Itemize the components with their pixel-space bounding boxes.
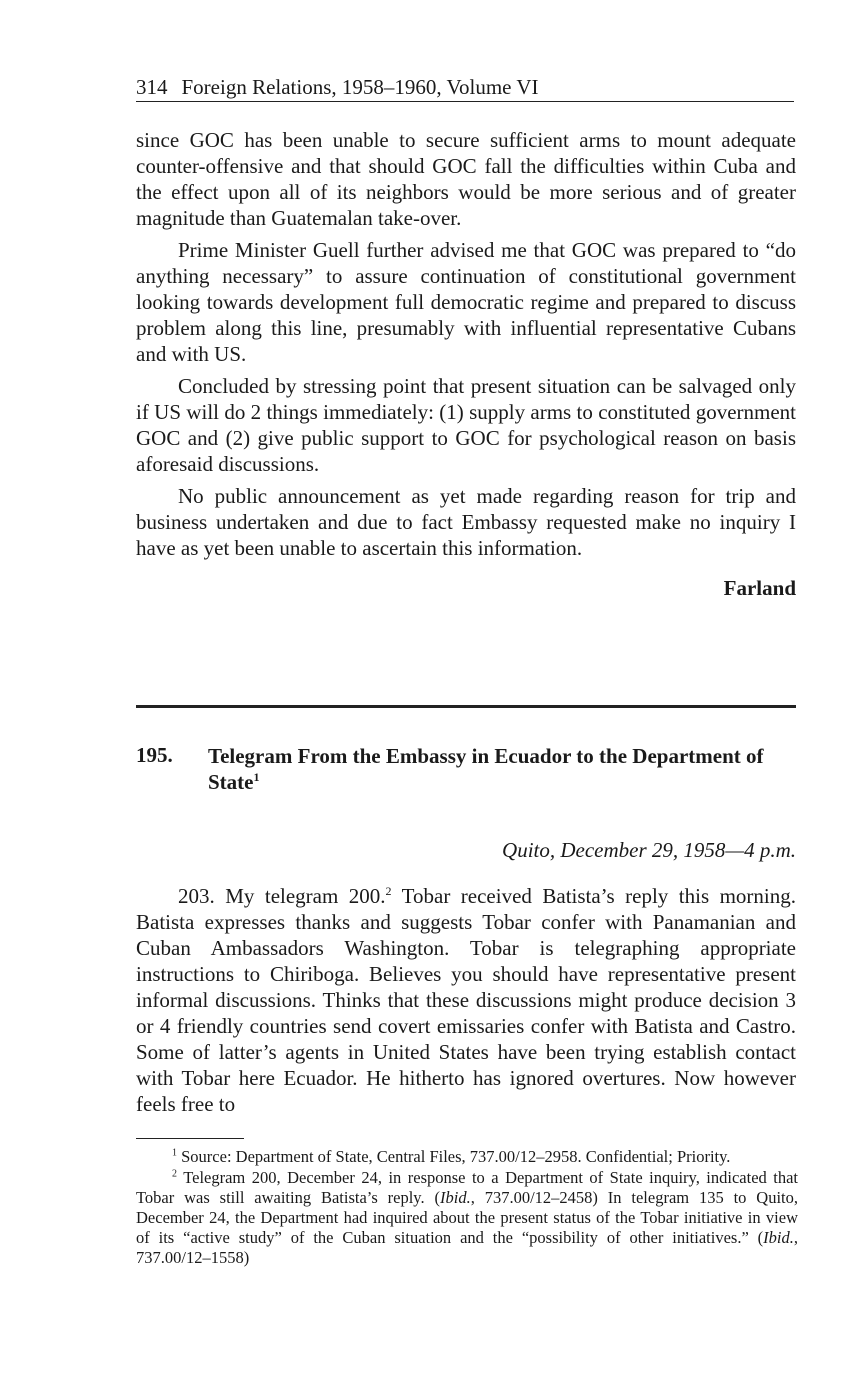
body-text: Tobar received Batista’s reply this morning. Batista expresses thanks and suggests Tobar confer with Panamanian and Cuban Ambassadors Washington. Tobar is telegraphing appropriate instructions to Chiriboga. Believes you should have representative present informal discussions. Thinks that these discussions might produce decision 3 or 4 friendly countries send covert emissaries confer with Batista and Castro. Some of latter’s agents in United States have been trying establish contact with Tobar here Ecuador. He hitherto has ignored overtures. Now however feels free to	[136, 884, 796, 1116]
ibid-citation: Ibid.	[763, 1228, 794, 1247]
ibid-citation: Ibid.	[439, 1188, 471, 1207]
page-number: 314	[136, 75, 168, 99]
continued-telegram-text	[136, 127, 796, 567]
paragraph: Concluded by stressing point that present situation can be salvaged only if US will do 2 things immediately: (1) supply arms to constituted government GOC and (2) give public support to GOC for psychological reason on basis aforesaid discussions.	[136, 374, 796, 476]
body-start: 203. My telegram 200.	[178, 884, 386, 908]
document-title-text: Telegram From the Embassy in Ecuador to the Department of State	[208, 744, 764, 794]
section-divider	[136, 705, 796, 708]
paragraph: since GOC has been unable to secure sufficient arms to mount adequate counter-offensive and that should GOC fall the difficulties within Cuba and the effect upon all of its neighbors would be more serious and of greater magnitude than Guatemalan take-over.	[136, 128, 796, 230]
paragraph: No public announcement as yet made regarding reason for trip and business undertaken and due to fact Embassy requested make no inquiry I have as yet been unable to ascertain this information.	[136, 484, 796, 560]
footnotes	[136, 1147, 798, 1269]
footnote-text: Source: Department of State, Central Files, 737.00/12–2958. Confidential; Priority.	[181, 1147, 731, 1166]
footnote-text: , 737.00/12–1558)	[136, 1228, 798, 1267]
document-title	[208, 743, 798, 795]
dateline: Quito, December 29, 1958—4 p.m.	[502, 838, 796, 862]
document-number: 195.	[136, 743, 173, 767]
paragraph: Prime Minister Guell further advised me that GOC was prepared to “do anything necessary” to assure continuation of constitutional government looking towards development full democratic regime and prepared to discuss problem along this line, presumably with influential representative Cubans and with US.	[136, 238, 796, 366]
running-title: Foreign Relations, 1958–1960, Volume VI	[181, 75, 539, 99]
footnote	[136, 1147, 798, 1167]
footnote-ref: 1	[253, 770, 260, 784]
footnote-divider	[136, 1138, 244, 1139]
signature: Farland	[723, 576, 796, 600]
footnote-mark: 2	[172, 1168, 177, 1180]
footnote-text: , 737.00/12–2458) In telegram 135 to Quito, December 24, the Department had inquired about the present status of the Tobar initiative in view of its “active study” of the Cuban situation and the “possibility of other initiatives.” (	[136, 1188, 798, 1247]
footnote-text: Telegram 200, December 24, in response to a Department of State inquiry, indicated that Tobar was still awaiting Batista’s reply. (	[136, 1168, 798, 1207]
footnote	[136, 1168, 798, 1268]
footnote-mark: 1	[172, 1147, 177, 1159]
telegram-body	[136, 883, 796, 1123]
footnote-ref: 2	[385, 884, 392, 898]
paragraph	[136, 883, 796, 1117]
running-header	[136, 74, 794, 102]
